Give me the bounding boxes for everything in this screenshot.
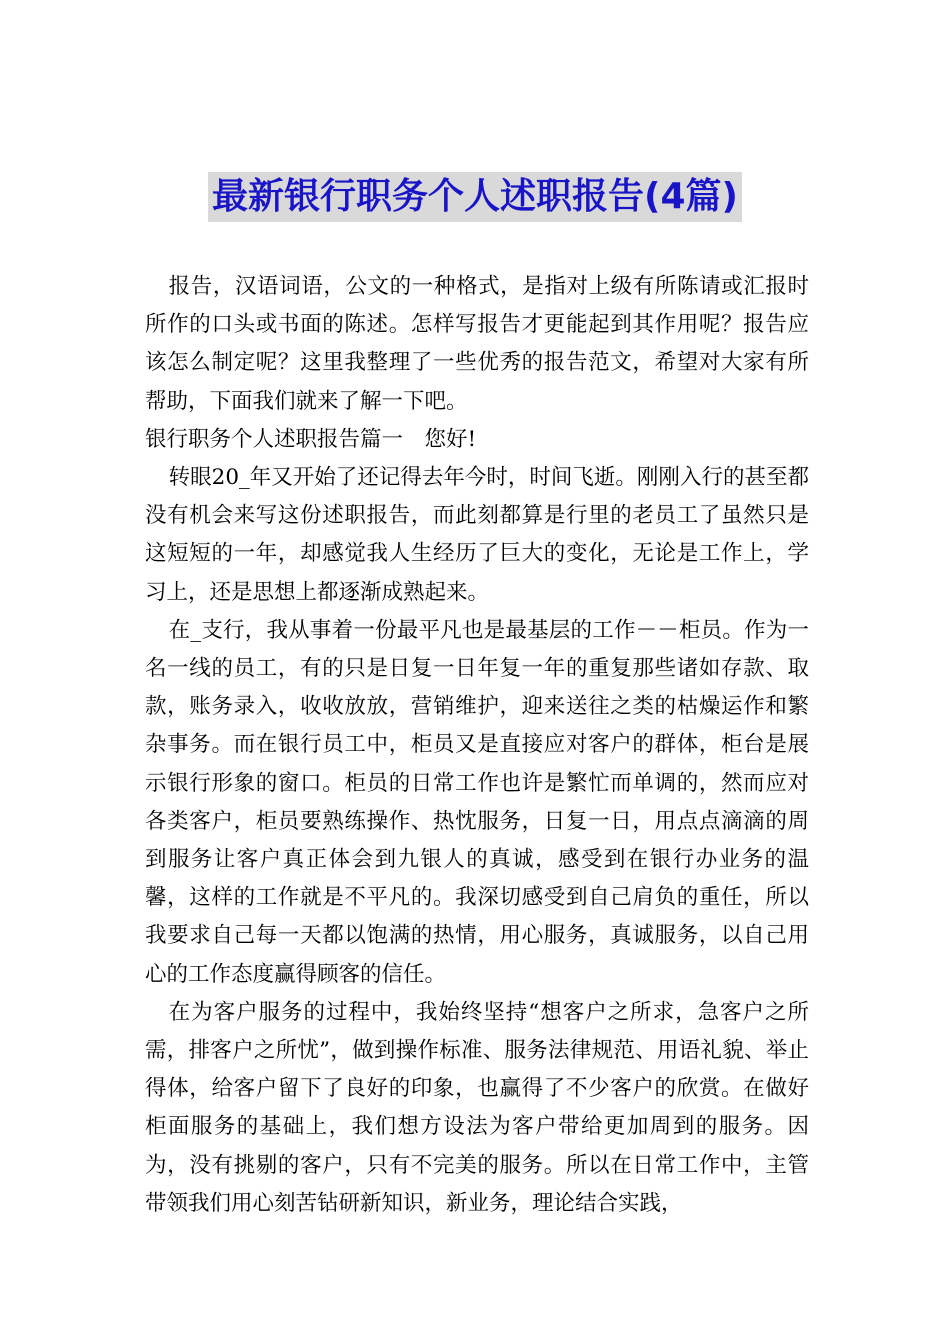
paragraph-1: 转眼20_年又开始了还记得去年今时，时间飞逝。刚刚入行的甚至都没有机会来写这份述职报告，而此刻都算是行里的老员工了虽然只是这短短的一年，却感觉我人生经历了巨大的变化，无论是工作上，学习上，还是思想上都逐渐成熟起来。: [145, 465, 809, 605]
paragraph-intro: 报告，汉语词语，公文的一种格式，是指对上级有所陈请或汇报时所作的口头或书面的陈述。怎样写报告才更能起到其作用呢？报告应该怎么制定呢？这里我整理了一些优秀的报告范文，希望对大家有所帮助，下面我们就来了解一下吧。: [145, 274, 809, 414]
paragraph-2: 在_支行，我从事着一份最平凡也是最基层的工作－－柜员。作为一名一线的员工，有的只是日复一日年复一年的重复那些诸如存款、取款，账务录入，收收放放，营销维护，迎来送往之类的枯燥运作和繁杂事务。而在银行员工中，柜员又是直接应对客户的群体，柜台是展示银行形象的窗口。柜员的日常工作也许是繁忙而单调的，然而应对各类客户，柜员要熟练操作、热忱服务，日复一日，用点点滴滴的周到服务让客户真正体会到九银人的真诚，感受到在银行办业务的温馨，这样的工作就是不平凡的。我深切感受到自己肩负的重任，所以我要求自己每一天都以饱满的热情，用心服务，真诚服务，以自己用心的工作态度赢得顾客的信任。: [145, 617, 809, 987]
title-container: [0, 172, 950, 222]
paragraph-3: 在为客户服务的过程中，我始终坚持“想客户之所求，急客户之所需，排客户之所忧”，做到操作标准、服务法律规范、用语礼貌、举止得体，给客户留下了良好的印象，也赢得了不少客户的欣赏。在做好柜面服务的基础上，我们想方设法为客户带给更加周到的服务。因为，没有挑剔的客户，只有不完美的服务。所以在日常工作中，主管带领我们用心刻苦钻研新知识，新业务，理论结合实践，: [145, 999, 809, 1216]
document-title: 最新银行职务个人述职报告(4篇): [208, 172, 742, 222]
section-heading: 银行职务个人述职报告篇一 您好!: [145, 426, 477, 452]
document-body: [145, 268, 809, 1223]
